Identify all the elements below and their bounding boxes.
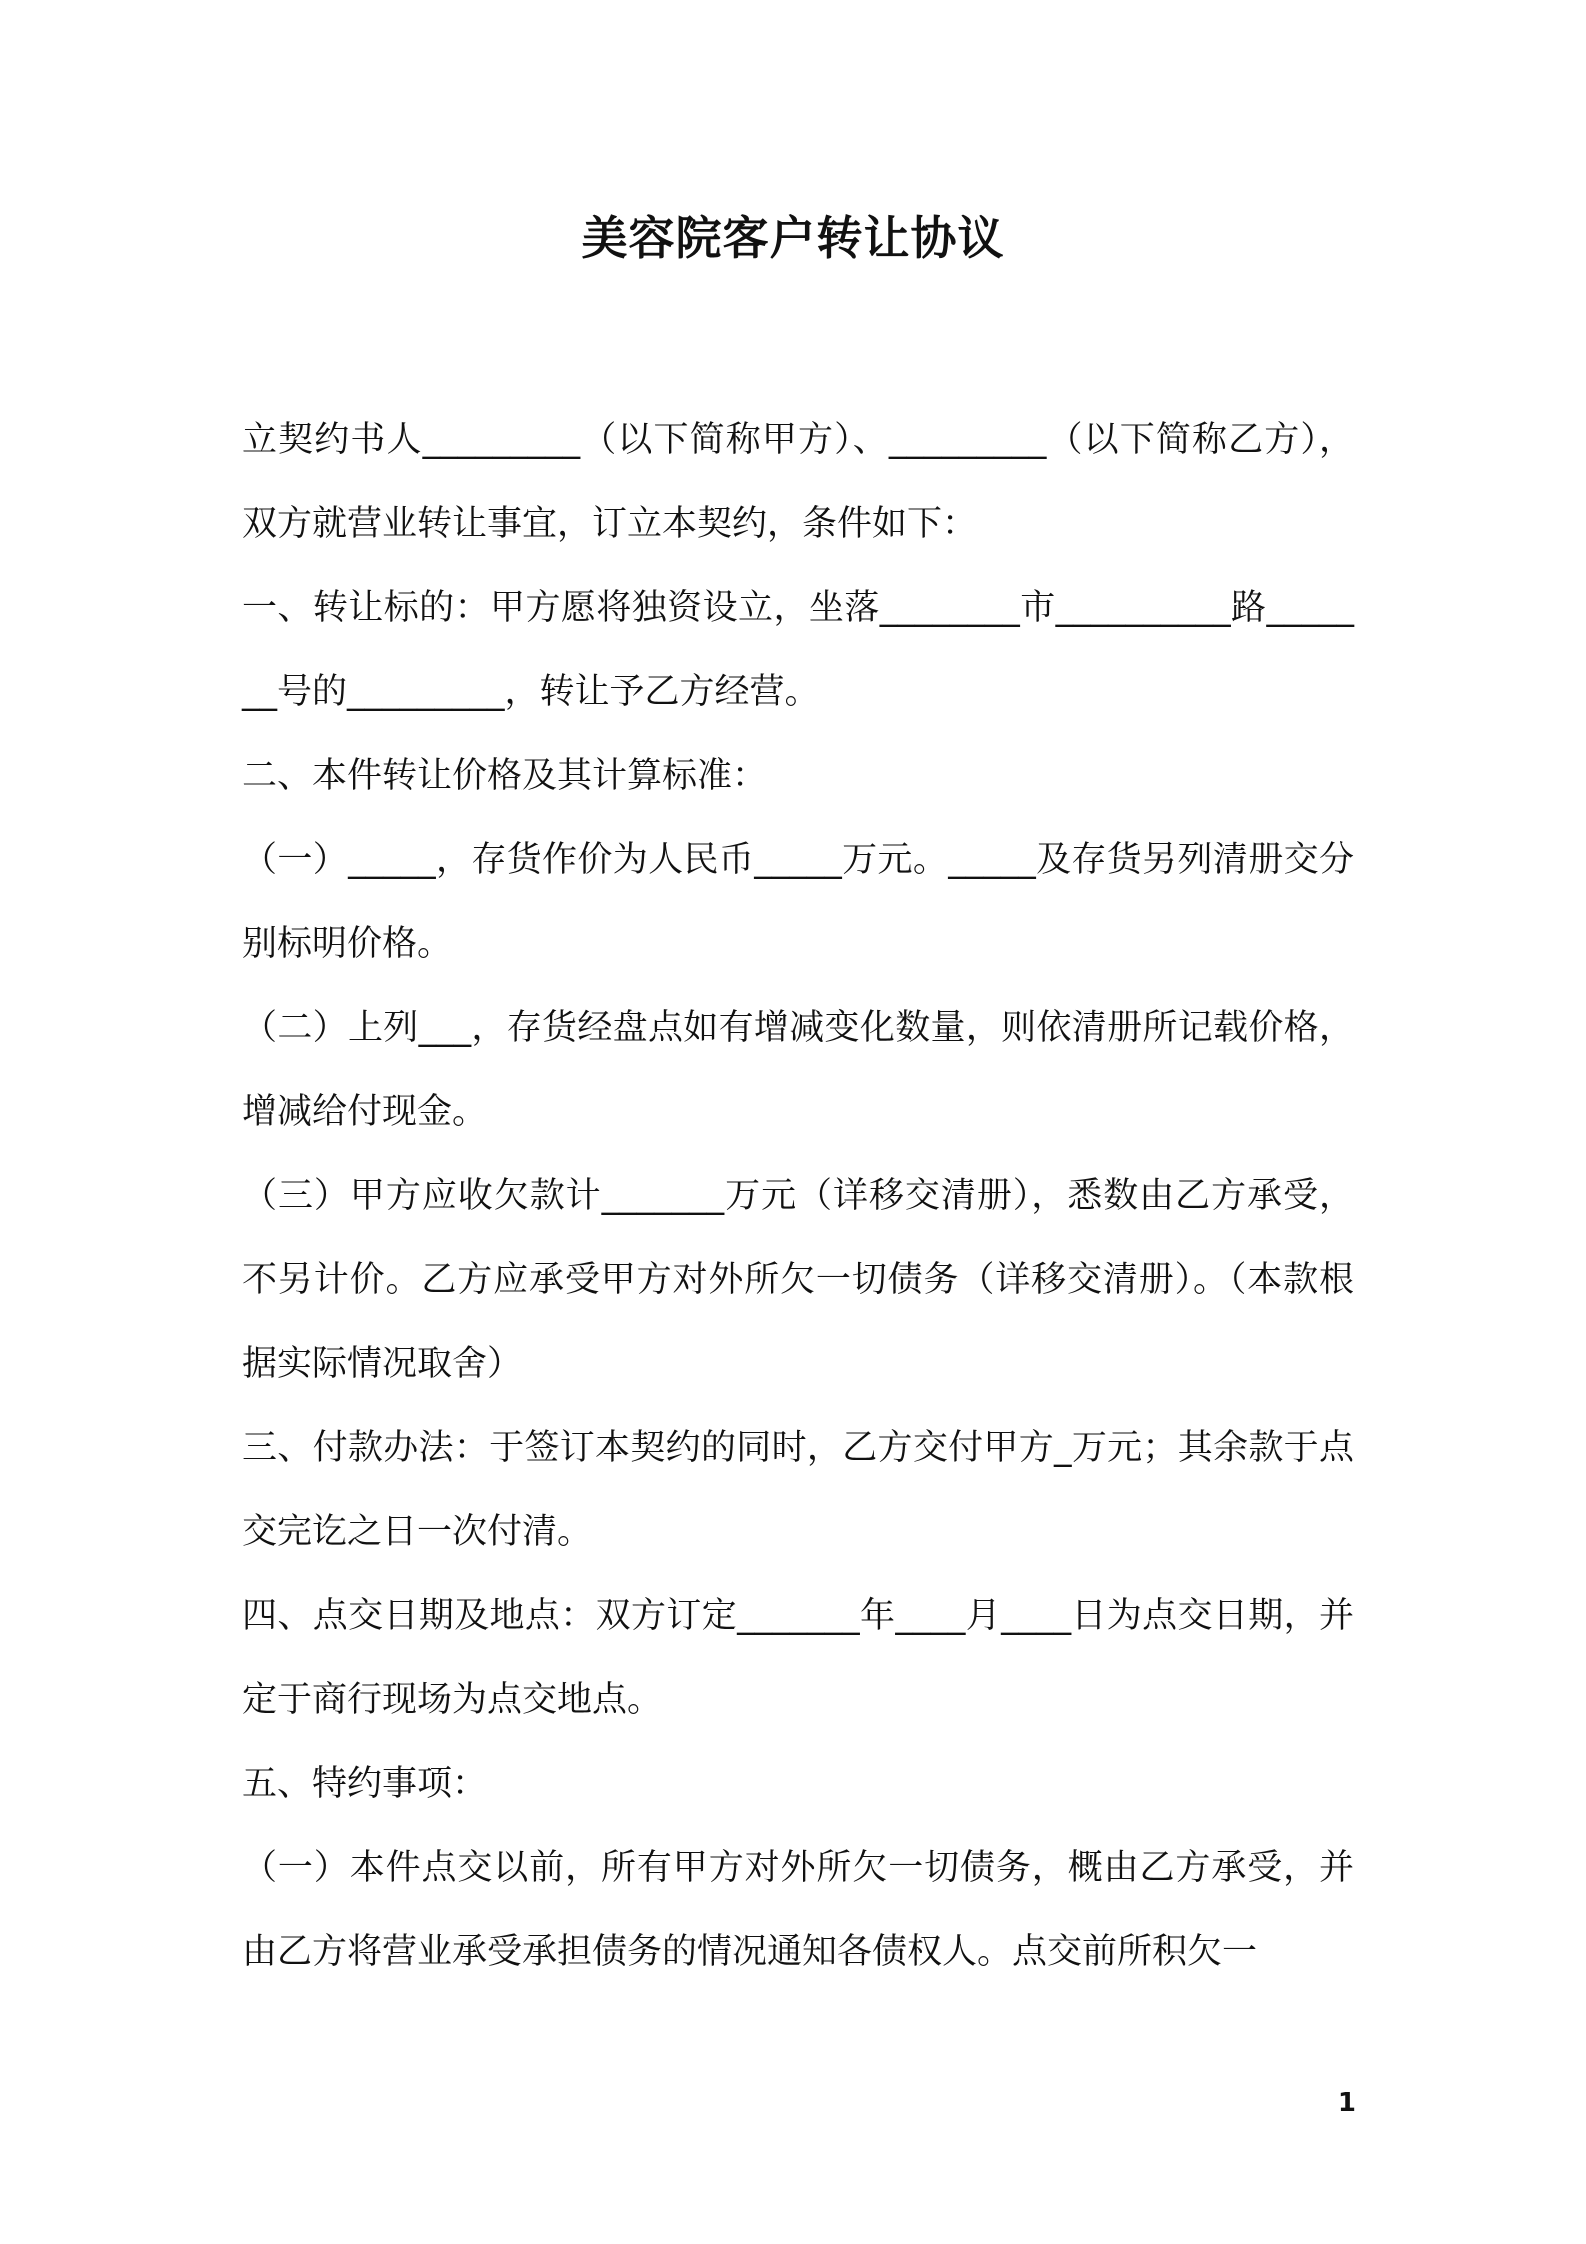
paragraph-price-item-1: （一）_____，存货作价为人民币_____万元。_____及存货另列清册交分别标明价格。 <box>242 840 1354 964</box>
document-body <box>242 398 1354 1994</box>
paragraph-payment-method: 三、付款办法：于签订本契约的同时，乙方交付甲方_万元；其余款于点交完讫之日一次付清。 <box>242 1428 1354 1552</box>
paragraph-special-terms-heading: 五、特约事项： <box>242 1764 488 1804</box>
paragraph-price-heading: 二、本件转让价格及其计算标准： <box>242 756 768 796</box>
paragraph-price-item-2: （二）上列___，存货经盘点如有增减变化数量，则依清册所记载价格，增减给付现金。 <box>242 1008 1354 1132</box>
paragraph-transfer-subject: 一、转让标的：甲方愿将独资设立，坐落________市__________路_______号的_________，转让予乙方经营。 <box>242 588 1354 712</box>
page-number: 1 <box>1337 2088 1356 2118</box>
paragraph-special-term-1: （一）本件点交以前，所有甲方对外所欠一切债务，概由乙方承受，并由乙方将营业承受承担债务的情况通知各债权人。点交前所积欠一 <box>242 1848 1354 1972</box>
paragraph-parties: 立契约书人_________（以下简称甲方）、_________（以下简称乙方），双方就营业转让事宜，订立本契约，条件如下： <box>242 420 1354 544</box>
paragraph-delivery-date-location: 四、点交日期及地点：双方订定_______年____月____日为点交日期，并定于商行现场为点交地点。 <box>242 1596 1354 1720</box>
paragraph-price-item-3: （三）甲方应收欠款计_______万元（详移交清册），悉数由乙方承受，不另计价。乙方应承受甲方对外所欠一切债务（详移交清册）。（本款根据实际情况取舍） <box>242 1176 1354 1384</box>
document-title: 美容院客户转让协议 <box>581 211 1005 265</box>
